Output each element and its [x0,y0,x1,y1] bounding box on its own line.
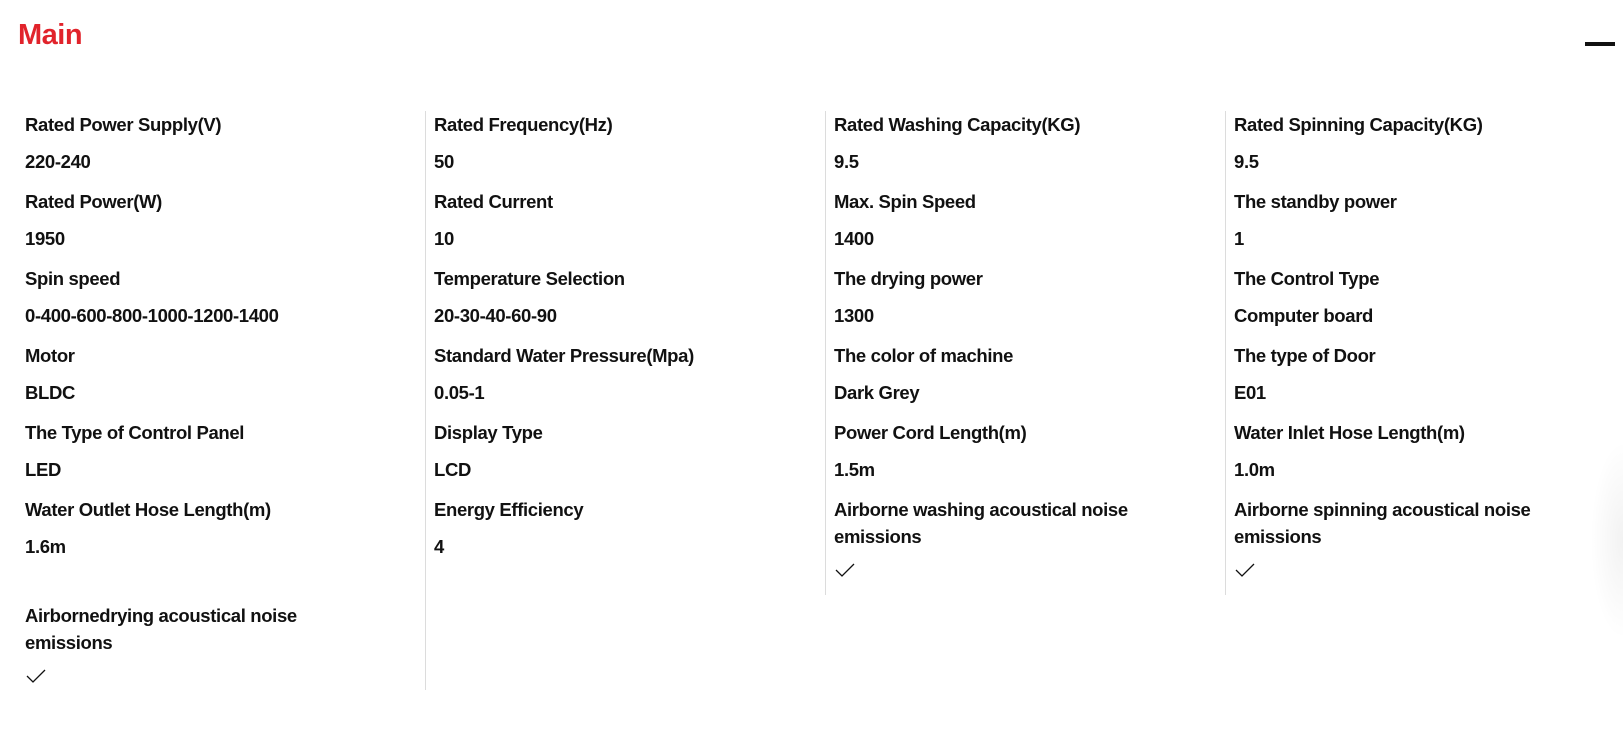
spec-item [434,265,824,342]
spec-item [834,111,1224,188]
section-title: Main [18,19,83,51]
spec-item [434,342,824,419]
spec-item [1234,265,1623,342]
spec-value: 220-240 [25,151,91,172]
spec-item [834,496,1224,595]
check-icon [25,666,47,686]
spec-column [425,111,825,690]
spec-value: 50 [434,151,454,172]
spec-label: Spin speed [25,268,121,289]
spec-label: Rated Current [434,191,553,212]
spec-value: 4 [434,536,444,557]
spec-value: 0.05-1 [434,382,485,403]
spec-label: The color of machine [834,345,1014,366]
spec-value: LED [25,459,61,480]
spec-value: 1.0m [1234,459,1275,480]
spec-item [434,111,824,188]
spec-value: E01 [1234,382,1266,403]
spec-item [25,188,415,265]
spec-value: 10 [434,228,454,249]
spec-value: 1.5m [834,459,875,480]
spec-item [1234,419,1623,496]
spec-label: Water Inlet Hose Length(m) [1234,422,1465,443]
spec-label: Display Type [434,422,543,443]
spec-item [1234,496,1623,595]
spec-item [834,265,1224,342]
spec-item [834,342,1224,419]
spec-item [434,188,824,265]
spec-item [834,188,1224,265]
spec-value: BLDC [25,382,75,403]
spec-label: The type of Door [1234,345,1376,366]
spec-value: 1400 [834,228,874,249]
spec-label: Rated Power(W) [25,191,162,212]
check-icon [1234,560,1256,580]
spec-label: The standby power [1234,191,1397,212]
spec-label: The Type of Control Panel [25,422,245,443]
spec-value: Dark Grey [834,382,920,403]
spec-item [1234,342,1623,419]
spec-value: 9.5 [1234,151,1259,172]
spec-label: Standard Water Pressure(Mpa) [434,345,694,366]
spec-item [25,573,415,704]
spec-label: Rated Spinning Capacity(KG) [1234,114,1483,135]
spec-value: Computer board [1234,305,1373,326]
spec-item [25,265,415,342]
spec-value: 1300 [834,305,874,326]
spec-label: Power Cord Length(m) [834,422,1027,443]
spec-label: Energy Efficiency [434,499,584,520]
section-header [0,0,1623,90]
spec-label: Airborne spinning acoustical noise emissions [1234,499,1531,547]
spec-value: 20-30-40-60-90 [434,305,557,326]
spec-column [1225,111,1623,595]
spec-label: Airbornedrying acoustical noise emissions [25,605,297,653]
spec-label: The Control Type [1234,268,1380,289]
spec-label: Airborne washing acoustical noise emissions [834,499,1128,547]
spec-item [25,111,415,188]
spec-column [25,111,425,704]
specs-grid [25,111,1623,704]
spec-item [25,496,415,573]
spec-item [434,496,824,573]
spec-label: Motor [25,345,75,366]
spec-label: Rated Frequency(Hz) [434,114,613,135]
spec-item [25,342,415,419]
spec-label: The drying power [834,268,983,289]
spec-value: 9.5 [834,151,859,172]
spec-value: 0-400-600-800-1000-1200-1400 [25,305,279,326]
scroll-edge-shadow [1590,440,1623,640]
spec-item [25,419,415,496]
spec-item [1234,188,1623,265]
spec-item [834,419,1224,496]
spec-item [1234,111,1623,188]
check-icon [834,560,856,580]
collapse-button[interactable] [1581,30,1615,58]
spec-value: 1.6m [25,536,66,557]
spec-label: Max. Spin Speed [834,191,976,212]
minus-icon [1585,42,1615,46]
spec-item [434,419,824,496]
column-spacer [434,573,824,690]
spec-value: 1 [1234,228,1244,249]
spec-value: 1950 [25,228,65,249]
spec-label: Rated Washing Capacity(KG) [834,114,1081,135]
spec-label: Rated Power Supply(V) [25,114,222,135]
spec-column [825,111,1225,595]
spec-label: Water Outlet Hose Length(m) [25,499,271,520]
spec-value: LCD [434,459,471,480]
spec-label: Temperature Selection [434,268,625,289]
